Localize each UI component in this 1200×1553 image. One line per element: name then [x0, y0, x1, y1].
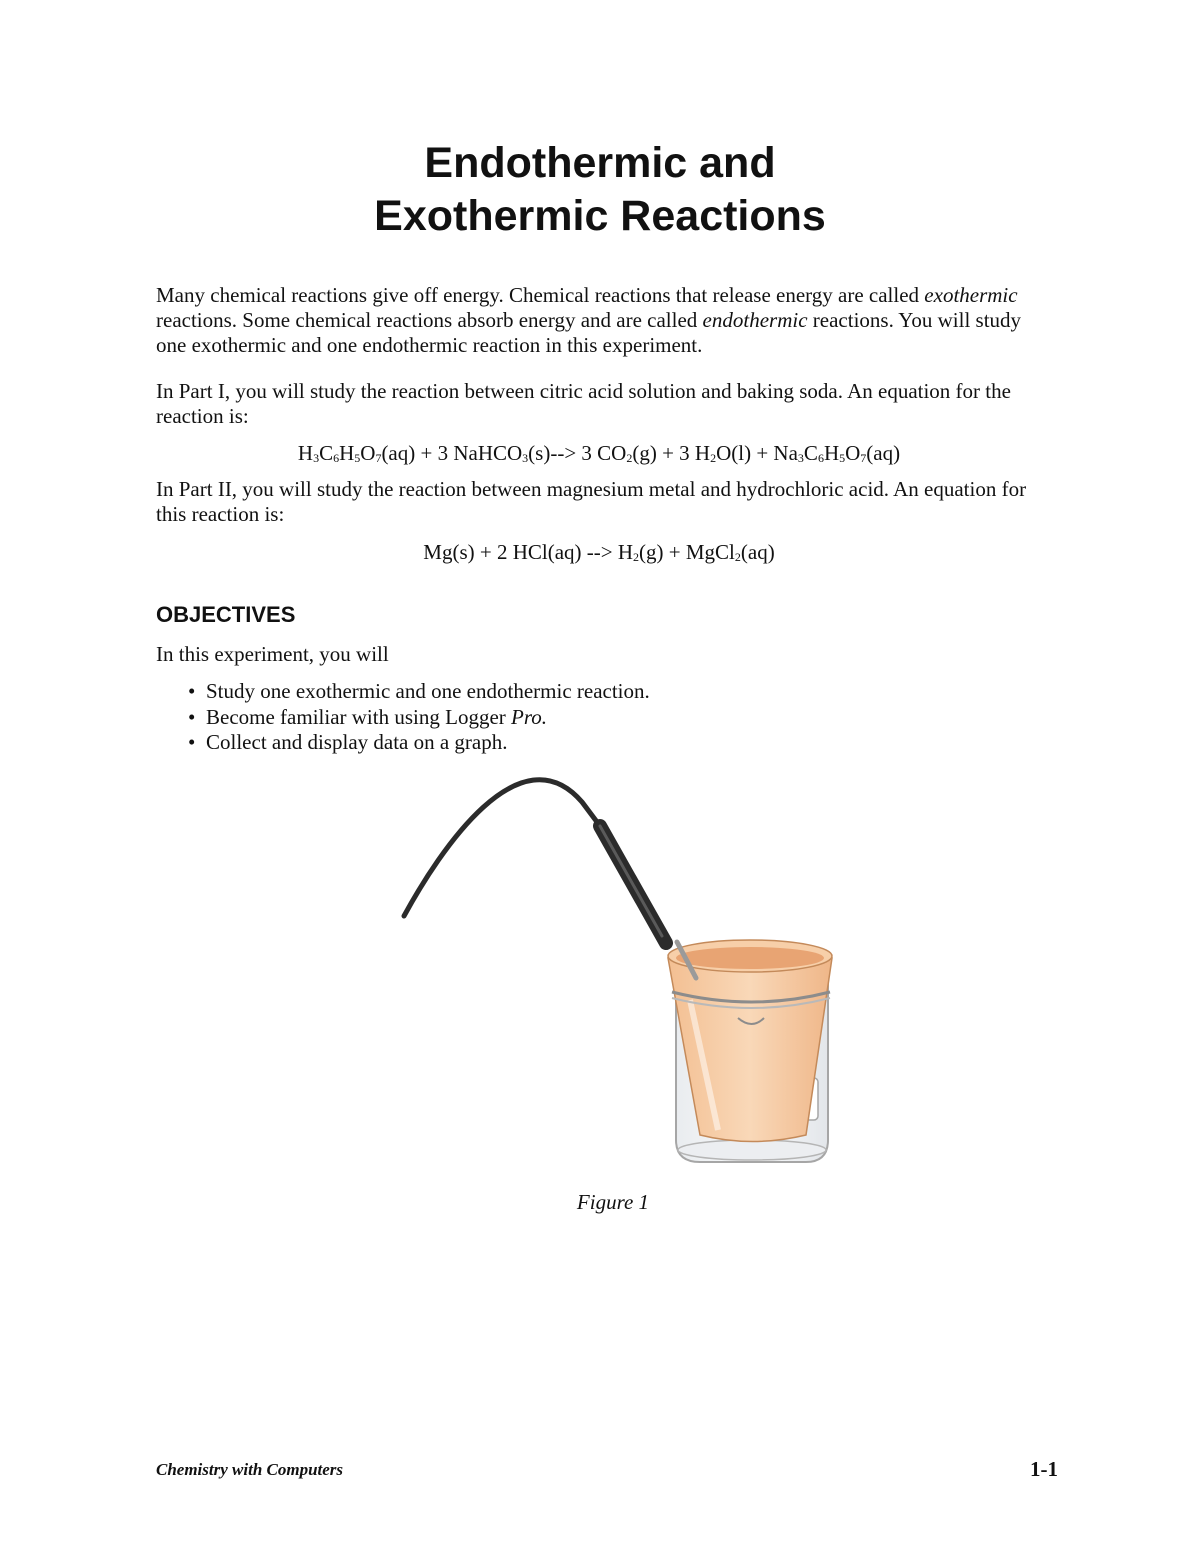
footer-book-title: Chemistry with Computers — [156, 1460, 344, 1479]
page-number: 1-1 — [1030, 1457, 1058, 1481]
part1-paragraph: In Part I, you will study the reaction between citric acid solution and baking soda. An equation for the reaction is: — [156, 379, 1011, 428]
part2-paragraph: In Part II, you will study the reaction between magnesium metal and hydrochloric acid. An equation for this reaction is: — [156, 477, 1027, 526]
objectives-intro: In this experiment, you will — [156, 642, 389, 666]
list-item: • Collect and display data on a graph. — [188, 730, 650, 756]
list-item: • Become familiar with using Logger Pro. — [188, 705, 650, 731]
list-item: • Study one exothermic and one endothermic reaction. — [188, 679, 650, 705]
title-line-2: Exothermic Reactions — [374, 192, 826, 240]
intro-text-1: Many chemical reactions give off energy. Chemical reactions that release energy are called — [156, 283, 925, 307]
endothermic-term: endothermic — [702, 308, 808, 332]
objectives-heading: OBJECTIVES — [156, 602, 296, 627]
temperature-probe-icon — [600, 826, 696, 978]
intro-text-3: reactions. You will study one exothermic and one endothermic reaction in this experiment. — [156, 308, 1022, 357]
title-line-1: Endothermic and — [424, 139, 776, 187]
exothermic-term: exothermic — [924, 283, 1018, 307]
equation-part1: $H_3C_6H_5O_7(aq) + 3$ NaHCO$_3$(s)--> 3 $CO_2(g) + 3$ $H_2O(l) + Na_3C_6H_5O_7(aq)$ — [297, 441, 901, 465]
equation-part2: Mg(s) + 2 HCl(aq) --> $H_2(g)$ + MgCl$_2$(aq) — [423, 540, 775, 564]
probe-cable — [404, 780, 600, 916]
figure-caption: Figure 1 — [576, 1190, 650, 1214]
intro-text-2: reactions. Some chemical reactions absorb energy and are called — [156, 308, 703, 332]
